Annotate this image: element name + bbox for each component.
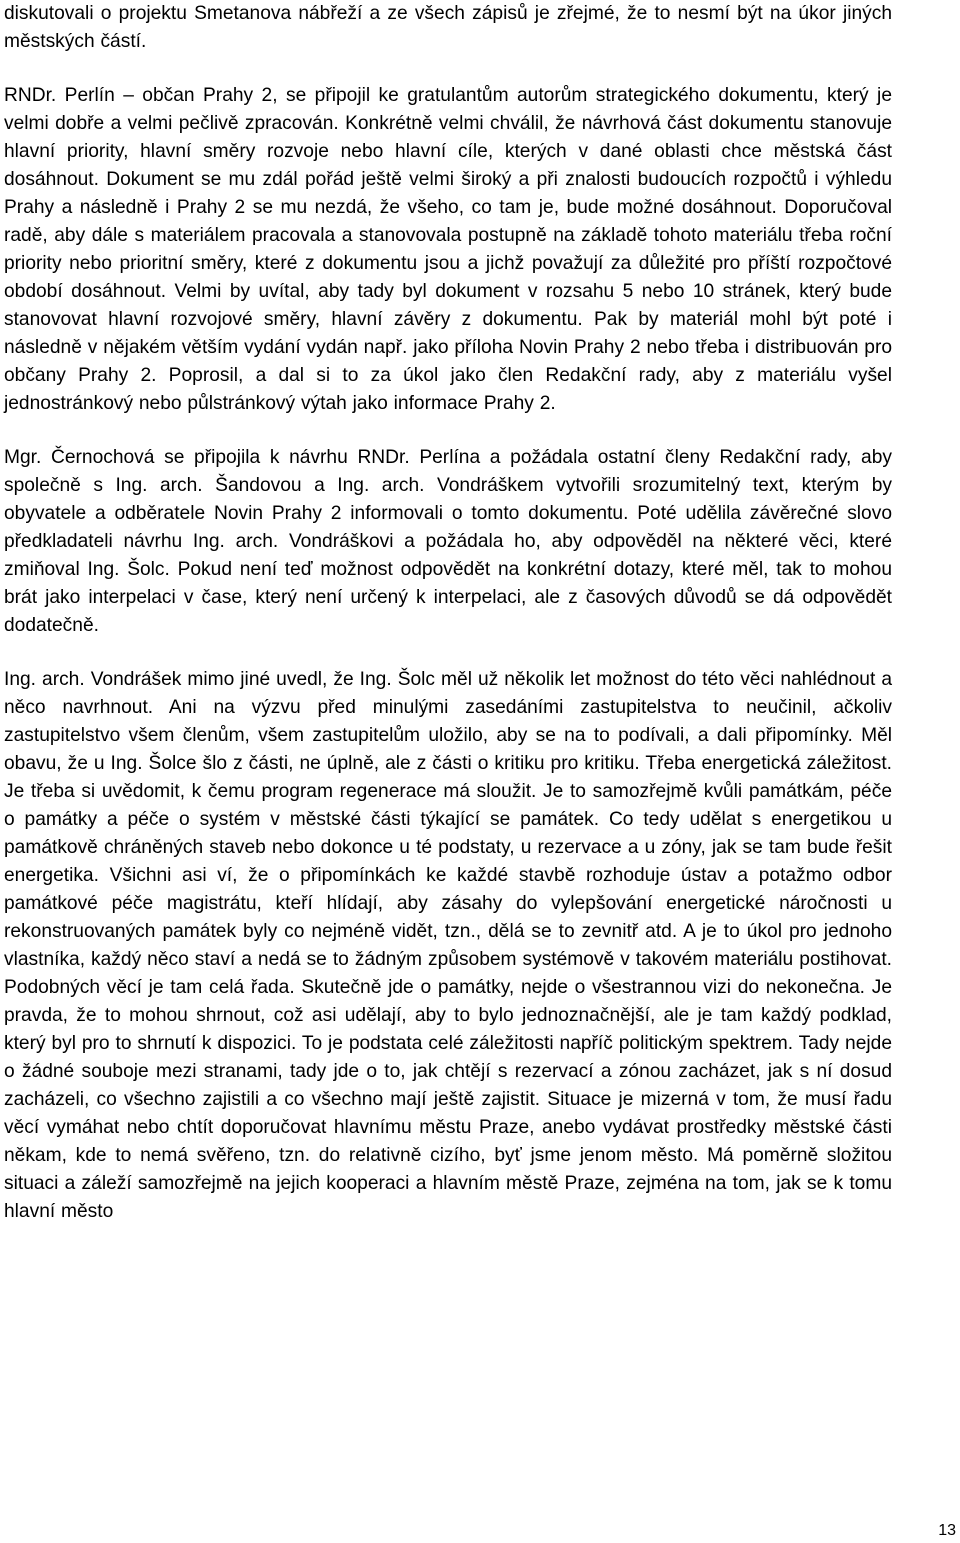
page-number: 13 xyxy=(938,1522,956,1539)
document-page xyxy=(4,0,892,1226)
paragraph-cernochova: Mgr. Černochová se připojila k návrhu RNDr. Perlína a požádala ostatní členy Redakční rady, aby společně s Ing. arch. Šandovou a Ing. arch. Vondráškem vytvořili srozumitelný text, kterým by obyvatele a odběratele Novin Prahy 2 informovali o tomto dokumentu. Poté udělila závěrečné slovo předkladateli návrhu Ing. arch. Vondráškovi a požádala ho, aby odpověděl na některé věci, které zmiňoval Ing. Šolc. Pokud není teď možnost odpovědět na konkrétní dotazy, které měl, tak to mohou brát jako interpelaci v čase, který není určený k interpelaci, ale z časových důvodů se dá odpovědět dodatečně. xyxy=(4,447,892,636)
paragraph-perlin: RNDr. Perlín – občan Prahy 2, se připojil ke gratulantům autorům strategického dokumentu, který je velmi dobře a velmi pečlivě zpracován. Konkrétně velmi chválil, že návrhová část dokumentu stanovuje hlavní priority, hlavní směry rozvoje nebo hlavní cíle, kterých v dané oblasti chce městská část dosáhnout. Dokument se mu zdál pořád ještě velmi široký a při znalosti budoucích rozpočtů i výhledu Prahy a následně i Prahy 2 se mu nezdá, že všeho, co tam je, bude možné dosáhnout. Doporučoval radě, aby dále s materiálem pracovala a stanovovala postupně na základě tohoto materiálu třeba roční priority nebo prioritní směry, které z dokumentu jsou a jichž považují za důležité pro příští rozpočtové období dosáhnout. Velmi by uvítal, aby tady byl dokument v rozsahu 5 nebo 10 stránek, který bude stanovovat hlavní rozvojové směry, hlavní závěry z dokumentu. Pak by materiál mohl být poté i následně v nějakém větším vydání vydán např. jako příloha Novin Prahy 2 nebo třeba i distribuován pro občany Prahy 2. Poprosil, a dal si to za úkol jako člen Redakční rady, aby z materiálu vyšel jednostránkový nebo půlstránkový výtah jako informace Prahy 2. xyxy=(4,85,892,414)
paragraph-intro: diskutovali o projektu Smetanova nábřeží a ze všech zápisů je zřejmé, že to nesmí být na úkor jiných městských částí. xyxy=(4,3,892,52)
paragraph-vondrasek: Ing. arch. Vondrášek mimo jiné uvedl, že Ing. Šolc měl už několik let možnost do této věci nahlédnout a něco navrhnout. Ani na výzvu před minulými zasedáními zastupitelstva to neučinil, ačkoliv zastupitelstvo všem členům, všem zastupitelům uložilo, aby se na to podívali, a dali připomínky. Měl obavu, že u Ing. Šolce šlo z části, ne úplně, ale z části o kritiku pro kritiku. Třeba energetická záležitost. Je třeba si uvědomit, k čemu program regenerace má sloužit. Je to samozřejmě kvůli památkám, péče o památky a péče o systém v městské části týkající se památek. Co tedy udělat s energetikou u památkově chráněných staveb nebo dokonce u té podstaty, u rezervace a u zóny, jak se tam bude řešit energetika. Všichni asi ví, že o připomínkách ke každé stavbě rozhoduje ústav a potažmo odbor památkové péče magistrátu, kteří hlídají, aby zásahy do vylepšování energetické náročnosti u rekonstruovaných památek byly co nejméně vidět, tzn., dělá se to zevnitř atd. A je to úkol pro jednoho vlastníka, každý něco staví a nedá se to žádným způsobem systémově v takovém materiálu postihovat. Podobných věcí je tam celá řada. Skutečně jde o památky, nejde o všestrannou vizi do nekonečna. Je pravda, že to mohou shrnout, což asi udělají, aby to bylo jednoznačnější, ale je tam každý podklad, který byl pro to shrnutí k dispozici. To je podstata celé záležitosti napříč politickým spektrem. Tady nejde o žádné souboje mezi stranami, tady jde o to, jak chtějí s rezervací a zónou zacházet, jak s ní dosud zacházeli, co všechno zajistili a co všechno mají ještě zajistit. Situace je mizerná v tom, že musí řadu věcí vymáhat nebo chtít doporučovat hlavnímu městu Praze, anebo vydávat prostředky městské části někam, kde to nemá svěřeno, tzn. do relativně cizího, byť jsme jenom město. Má poměrně složitou situaci a záleží samozřejmě na jejich kooperaci a hlavním městě Praze, zejména na tom, jak se k tomu hlavní město xyxy=(4,669,892,1222)
